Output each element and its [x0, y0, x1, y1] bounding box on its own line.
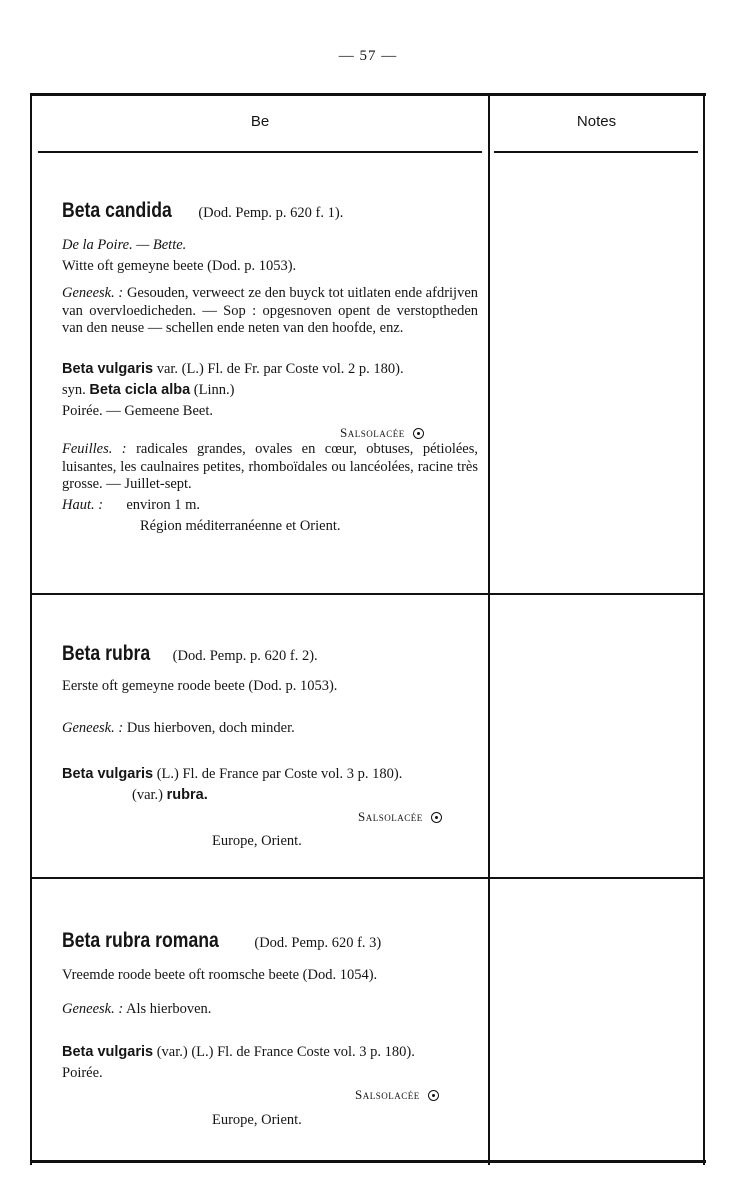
vulgaris-line	[62, 360, 404, 378]
section-divider-2	[32, 877, 704, 879]
common-names: Poirée.	[62, 1065, 103, 1081]
entry-title: Beta rubra romana	[62, 929, 219, 952]
vulgaris-name: Beta vulgaris	[62, 1044, 154, 1060]
feuilles-paragraph	[62, 441, 478, 494]
entry-title: Beta candida	[62, 199, 172, 222]
region: Région méditerranéenne et Orient.	[140, 518, 341, 534]
entry-title-ref: (Dod. Pemp. p. 620 f. 2).	[172, 648, 318, 664]
geneesk-paragraph	[62, 285, 478, 338]
family-name: Salsolacée	[358, 809, 423, 824]
bottom-border	[30, 1160, 706, 1163]
synonym-line	[62, 381, 234, 399]
page-number: — 57 —	[338, 48, 398, 64]
region: Europe, Orient.	[212, 1112, 302, 1128]
top-border	[30, 93, 706, 96]
entry-title: Beta rubra	[62, 642, 151, 665]
variety-name: rubra.	[166, 787, 208, 803]
family-name: Salsolacée	[340, 425, 405, 440]
vulgaris-line	[62, 1043, 415, 1061]
feuilles-label: Feuilles. :	[62, 441, 127, 457]
annual-symbol-icon	[431, 812, 442, 823]
entry-title-line	[62, 929, 382, 952]
height-value: environ 1 m.	[126, 497, 201, 513]
height-line	[62, 496, 200, 514]
synonym-label: syn.	[62, 382, 86, 398]
entry-title-line	[62, 642, 318, 665]
dutch-name-ref: Witte oft gemeyne beete (Dod. p. 1053).	[62, 258, 297, 274]
common-names: Poirée. — Gemeene Beet.	[62, 403, 213, 419]
header-rule-left	[38, 151, 482, 153]
right-border	[703, 93, 705, 1165]
geneesk-label: Geneesk. :	[62, 720, 124, 736]
height-label: Haut. :	[62, 497, 104, 513]
variety-label: (var.)	[132, 787, 163, 803]
geneesk-text: Gesouden, verweect ze den buyck tot uitlaten ende afdrijven van overvloedicheden. — Sop : opgesnoven opent de verstoptheden van den neuse — schellen ende neten van den hoofde, enz.	[62, 285, 479, 336]
feuilles-text: radicales grandes, ovales en cœur, obtuses, pétiolées, luisantes, les caulnaires petites, rhomboïdales ou lancéolées, racine très grosse. — Juillet-sept.	[62, 441, 478, 492]
geneesk-text: Dus hierboven, doch minder.	[126, 720, 295, 736]
dutch-name-ref: Vreemde roode beete oft roomsche beete (Dod. 1054).	[62, 967, 378, 983]
entry-title-line	[62, 199, 344, 222]
annual-symbol-icon	[413, 428, 424, 439]
family-line	[358, 808, 442, 826]
region: Europe, Orient.	[212, 833, 302, 849]
family-line	[355, 1086, 439, 1104]
dutch-name-ref: Eerste oft gemeyne roode beete (Dod. p. 1053).	[62, 678, 338, 694]
geneesk-line	[62, 1000, 211, 1018]
vulgaris-ref: var. (L.) Fl. de Fr. par Coste vol. 2 p. 180).	[156, 361, 404, 377]
column-header-be: Be	[250, 113, 270, 130]
geneesk-line	[62, 719, 295, 737]
family-name: Salsolacée	[355, 1087, 420, 1102]
variety-line	[132, 786, 208, 804]
synonym-ref: (Linn.)	[193, 382, 235, 398]
column-header-notes: Notes	[576, 113, 617, 130]
french-names: De la Poire. — Bette.	[62, 237, 187, 253]
header-rule-right	[494, 151, 698, 153]
section-divider-1	[32, 593, 704, 595]
synonym-name: Beta cicla alba	[89, 382, 191, 398]
column-divider	[488, 93, 490, 1165]
vulgaris-line	[62, 765, 402, 783]
left-border	[30, 93, 32, 1165]
family-line	[340, 424, 424, 442]
vulgaris-name: Beta vulgaris	[62, 766, 154, 782]
entry-title-ref: (Dod. Pemp. 620 f. 3)	[254, 935, 382, 951]
vulgaris-ref: (L.) Fl. de France par Coste vol. 3 p. 180).	[156, 766, 403, 782]
vulgaris-name: Beta vulgaris	[62, 361, 154, 377]
entry-title-ref: (Dod. Pemp. p. 620 f. 1).	[198, 205, 344, 221]
geneesk-text: Als hierboven.	[126, 1001, 212, 1017]
annual-symbol-icon	[428, 1090, 439, 1101]
geneesk-label: Geneesk. :	[62, 1001, 124, 1017]
geneesk-label: Geneesk. :	[62, 285, 124, 301]
vulgaris-ref: (var.) (L.) Fl. de France Coste vol. 3 p. 180).	[156, 1044, 415, 1060]
